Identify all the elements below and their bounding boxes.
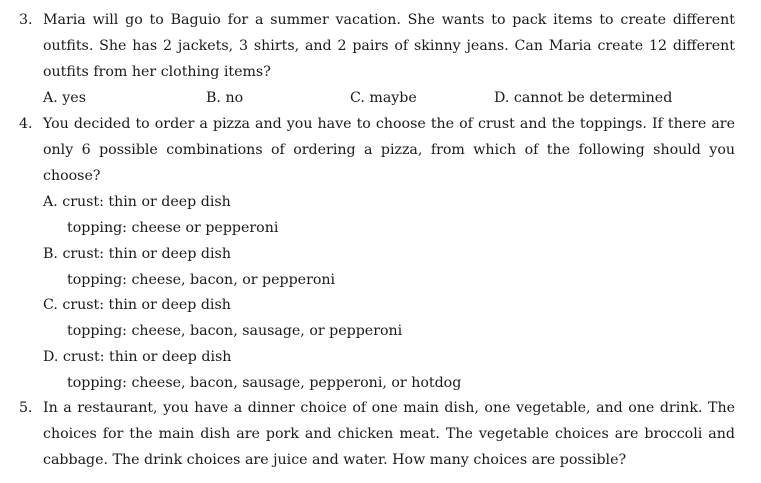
question-text: In a restaurant, you have a dinner choice of one main dish, one vegetable, and one drink. The: [43, 400, 735, 416]
option-c: [350, 85, 417, 111]
option-crust: crust: thin or deep dish: [62, 246, 231, 262]
option-text: maybe: [369, 90, 417, 106]
question-number: 3.: [19, 12, 33, 28]
option-text: cannot be determined: [513, 90, 673, 106]
option-b-crust-text: [43, 241, 231, 267]
option-crust: crust: thin or deep dish: [62, 349, 232, 365]
question-text: You decided to order a pizza and you have to choose the of crust and the toppings. If there are: [43, 116, 735, 132]
option-letter: B.: [43, 246, 58, 262]
question-number: 4.: [19, 116, 33, 132]
option-c-crust-text: [43, 292, 231, 318]
option-b: [206, 85, 243, 111]
question-text: choices for the main dish are pork and chicken meat. The vegetable choices are broccoli and: [43, 426, 735, 442]
question-number: 5.: [19, 400, 33, 416]
option-letter: A.: [43, 194, 58, 210]
option-letter: D.: [494, 90, 510, 106]
question-text: cabbage. The drink choices are juice and water. How many choices are possible?: [43, 452, 627, 468]
option-text: yes: [62, 90, 86, 106]
option-topping: topping: cheese, bacon, sausage, pepperoni, or hotdog: [67, 375, 462, 391]
option-a: [43, 85, 86, 111]
option-crust: crust: thin or deep dish: [62, 297, 231, 313]
option-topping: topping: cheese or pepperoni: [67, 220, 279, 236]
option-letter: C.: [43, 297, 58, 313]
option-crust: crust: thin or deep dish: [62, 194, 231, 210]
question-text: outfits from her clothing items?: [43, 64, 271, 80]
option-d: [494, 85, 672, 111]
option-topping: topping: cheese, bacon, sausage, or pepperoni: [67, 323, 403, 339]
option-d-crust-text: [43, 344, 231, 370]
question-text: choose?: [43, 168, 101, 184]
option-a-crust-text: [43, 189, 231, 215]
question-text: Maria will go to Baguio for a summer vacation. She wants to pack items to create different: [43, 12, 735, 28]
question-text: only 6 possible combinations of ordering a pizza, from which of the following should you: [43, 142, 735, 158]
option-text: no: [225, 90, 244, 106]
option-letter: A.: [43, 90, 58, 106]
question-text: outfits. She has 2 jackets, 3 shirts, and 2 pairs of skinny jeans. Can Maria create 12 different: [43, 38, 735, 54]
option-letter: C.: [350, 90, 365, 106]
option-topping: topping: cheese, bacon, or pepperoni: [67, 272, 336, 288]
option-letter: D.: [43, 349, 59, 365]
option-letter: B.: [206, 90, 221, 106]
